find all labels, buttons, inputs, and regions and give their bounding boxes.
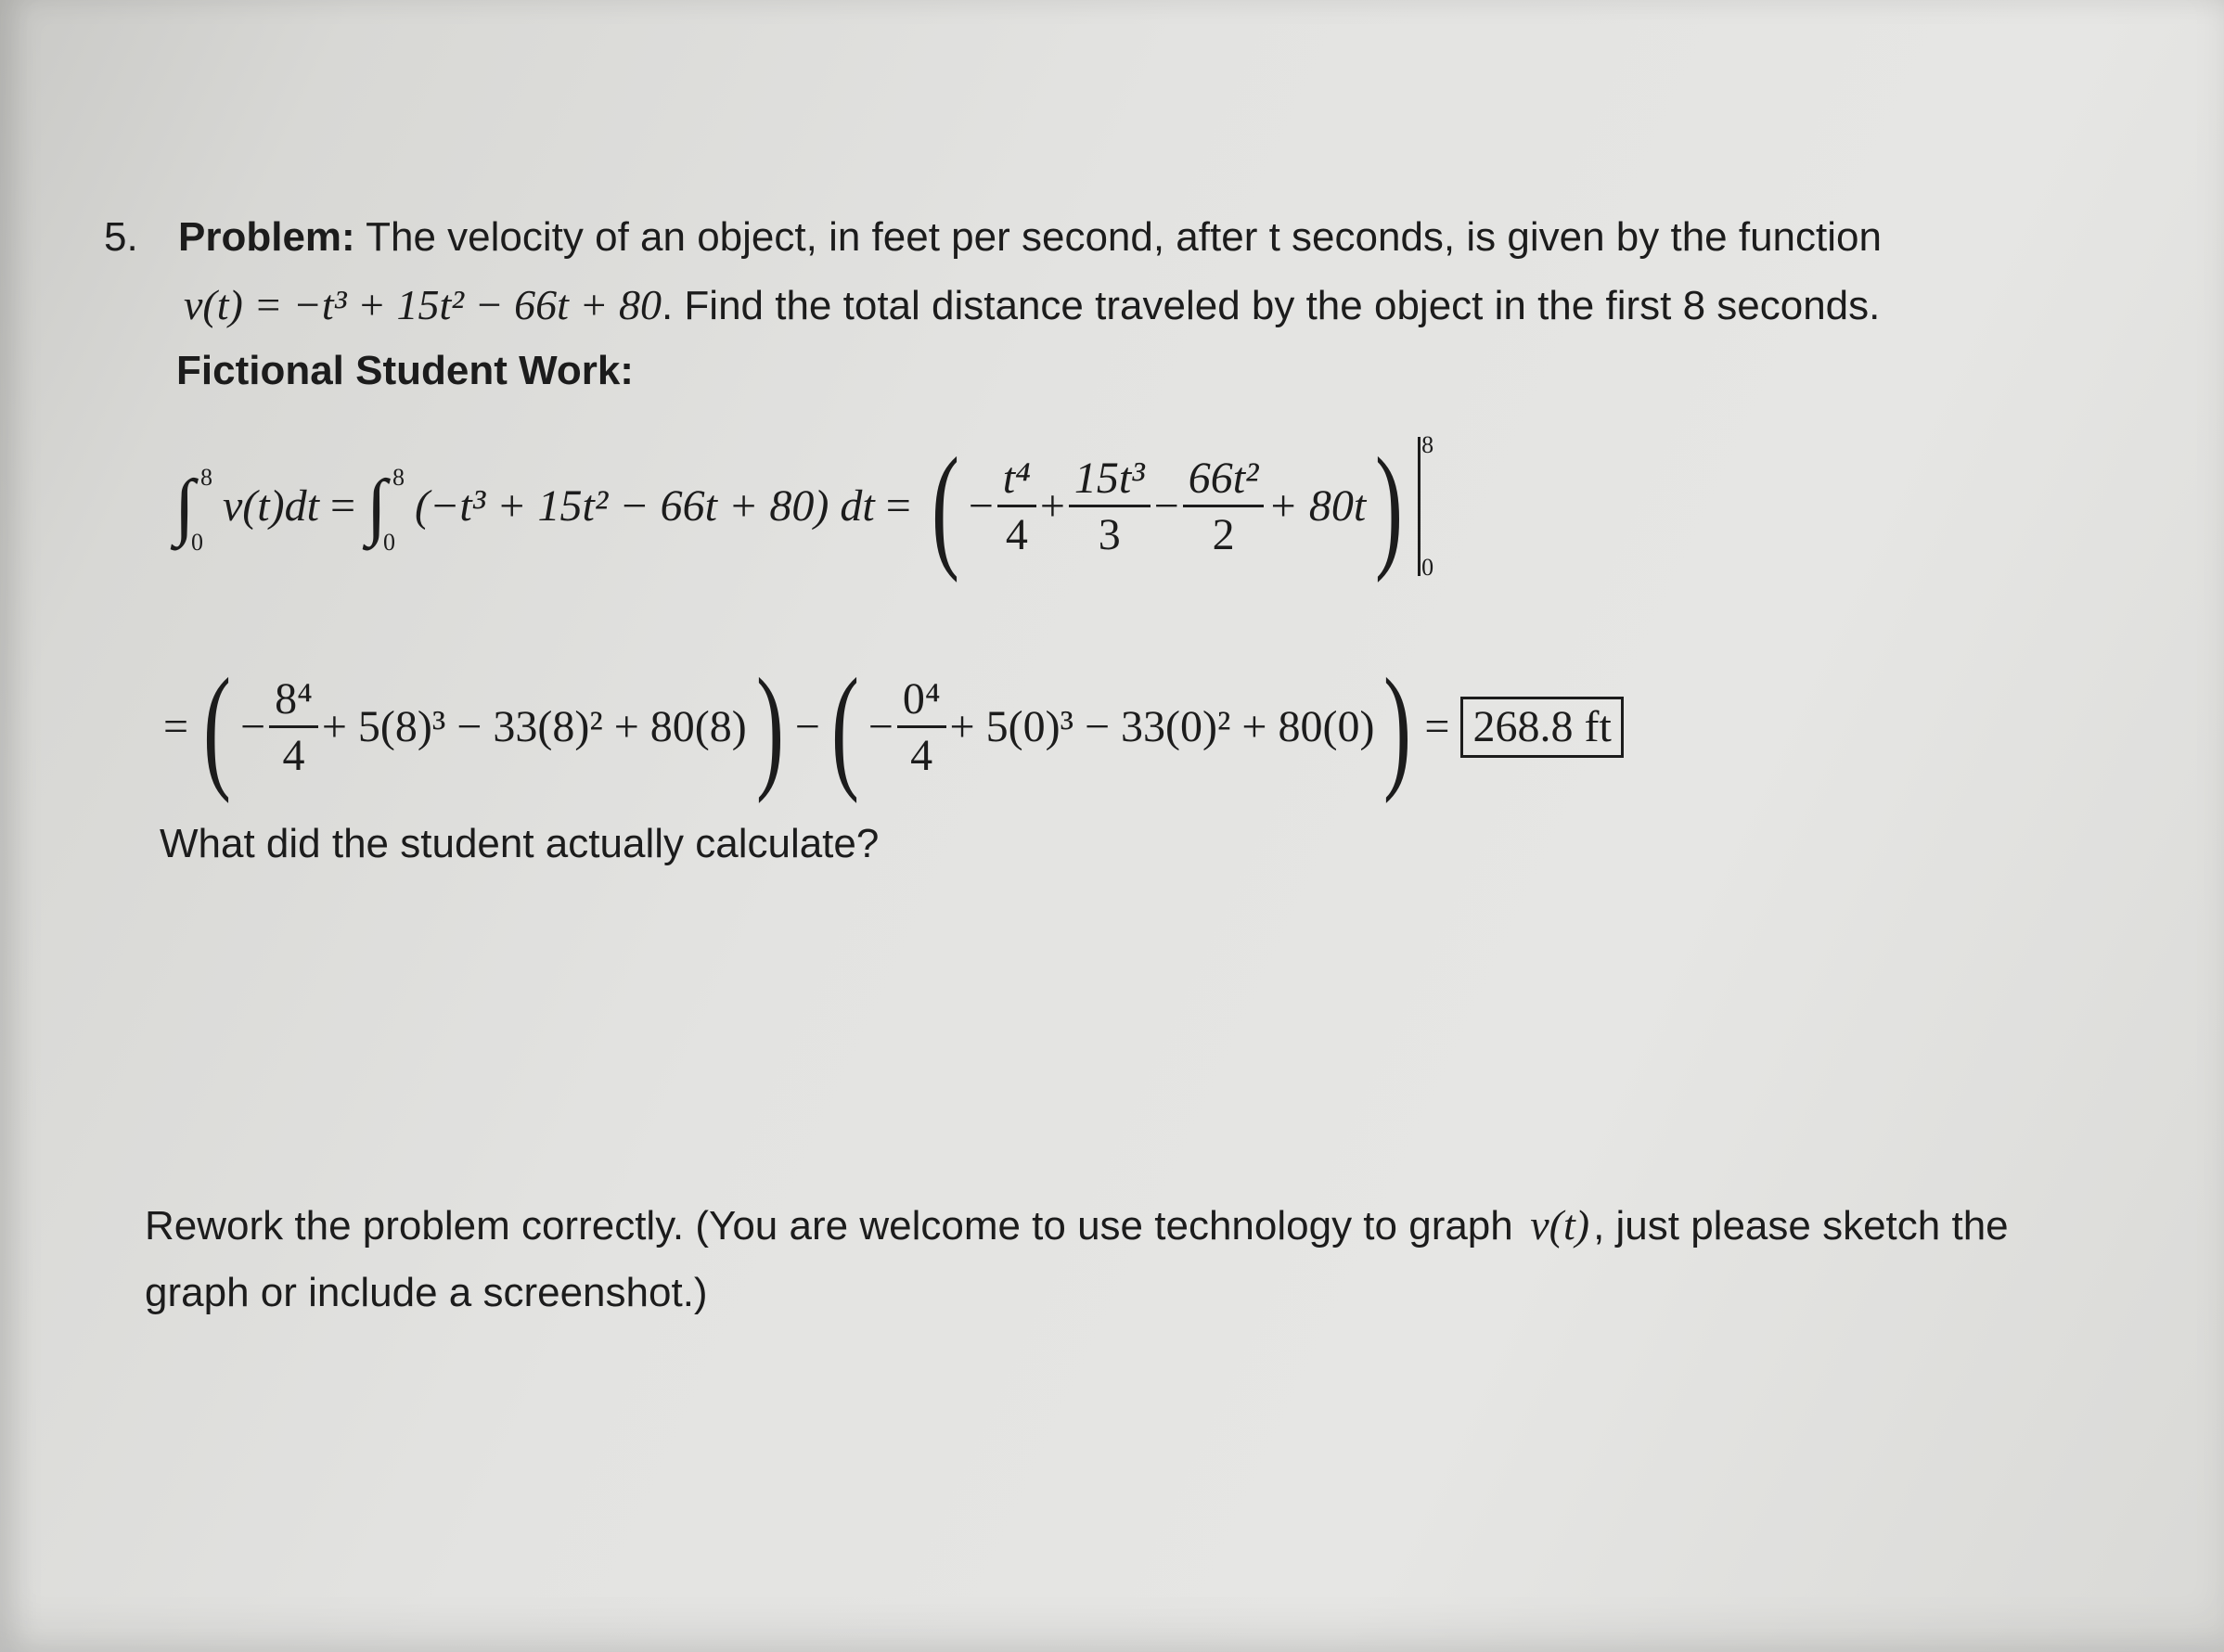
upper-evaluation-rest: + 5(8)³ − 33(8)² + 80(8) — [321, 702, 747, 751]
left-paren-1: ( — [931, 429, 959, 583]
integral-lower-limit-1: 0 — [191, 529, 203, 556]
integral-sign-2: ∫ 8 0 — [366, 464, 405, 556]
boxed-answer: 268.8 ft — [1460, 697, 1623, 758]
term1-numerator: t⁴ — [997, 456, 1036, 507]
minus-sign: − — [794, 702, 820, 751]
term1-denominator: 4 — [1005, 509, 1028, 559]
term2-numerator: 15t³ — [1069, 456, 1151, 507]
problem-text-line1: The velocity of an object, in feet per second, after t seconds, is given by the function — [366, 214, 1882, 260]
problem-number: 5. — [104, 214, 138, 260]
integral-sign-1: ∫ 8 0 — [174, 464, 212, 556]
problem-statement-line1 — [178, 214, 1882, 260]
question-2-text-a: Rework the problem correctly. (You are welcome to use technology to graph — [145, 1203, 1513, 1249]
right-paren-1: ) — [1375, 429, 1404, 583]
equals-2: = — [885, 481, 911, 531]
fraction-a-numerator: 8⁴ — [269, 677, 318, 728]
term3-denominator: 2 — [1212, 509, 1235, 559]
velocity-function: v(t) = −t³ + 15t² − 66t + 80 — [184, 281, 662, 328]
integral-lower-limit-2: 0 — [383, 529, 396, 556]
question-2-line2: graph or include a screenshot.) — [145, 1270, 708, 1315]
eval-lower-limit: 0 — [1421, 554, 1434, 581]
work-line-1: ∫ 8 0 v(t)dt = ∫ 8 0 (−t³ + 15t² − 66t + 80) dt = ( − $\frac{\text{t⁴}}{4}$ + $\frac{\text{15t³}}{3}$ − $\frac{\text{66t²}}{2}$ + 80t ) 8 0 — [174, 414, 1449, 599]
left-paren-3: ( — [830, 650, 859, 804]
antiderivative-term-4: + 80t — [1267, 481, 1367, 531]
right-paren-3: ) — [1383, 650, 1412, 804]
student-work-label: Fictional Student Work: — [176, 348, 634, 393]
equals-3: = — [163, 702, 189, 751]
question-2-function: v(t) — [1530, 1201, 1590, 1249]
problem-statement-line2 — [184, 281, 1881, 328]
equals-4: = — [1424, 702, 1450, 751]
problem-text-line2: . Find the total distance traveled by the object in the first 8 seconds. — [661, 283, 1881, 328]
evaluation-bar — [1412, 431, 1449, 581]
term2-denominator: 3 — [1098, 509, 1121, 559]
fraction-8-power-4 — [269, 673, 318, 780]
left-paren-2: ( — [203, 650, 232, 804]
antiderivative-term-3 — [1183, 453, 1265, 559]
eval-upper-limit: 8 — [1421, 431, 1434, 458]
equals-1: = — [329, 481, 356, 531]
lhs-integrand: v(t)dt — [223, 481, 319, 531]
problem-label: Problem: — [178, 214, 355, 260]
question-2-text-b: , just please sketch the — [1593, 1203, 2009, 1249]
integrand-expression: (−t³ + 15t² − 66t + 80) dt — [415, 481, 875, 531]
question-2-line1 — [145, 1201, 2009, 1249]
fraction-b-numerator: 0⁴ — [897, 677, 946, 728]
antiderivative-term-1 — [997, 453, 1036, 559]
question-1: What did the student actually calculate? — [160, 821, 880, 866]
fraction-b-denominator: 4 — [910, 730, 933, 780]
work-line-2: = ( − $\frac{\text{8⁴}}{4}$ + 5(8)³ − 33(8)² + 80(8) ) − ( − $\frac{\text{0⁴}}{4}$ + 5(0)³ − 33(0)² + 80(0) ) = 268.8 ft — [163, 634, 1624, 820]
fraction-0-power-4 — [897, 673, 946, 780]
fraction-a-denominator: 4 — [282, 730, 305, 780]
integral-upper-limit-2: 8 — [392, 464, 405, 491]
antiderivative-term-2 — [1069, 453, 1151, 559]
right-paren-2: ) — [755, 650, 784, 804]
lower-evaluation-rest: + 5(0)³ − 33(0)² + 80(0) — [949, 702, 1375, 751]
term3-numerator: 66t² — [1183, 456, 1265, 507]
integral-upper-limit-1: 8 — [200, 464, 212, 491]
